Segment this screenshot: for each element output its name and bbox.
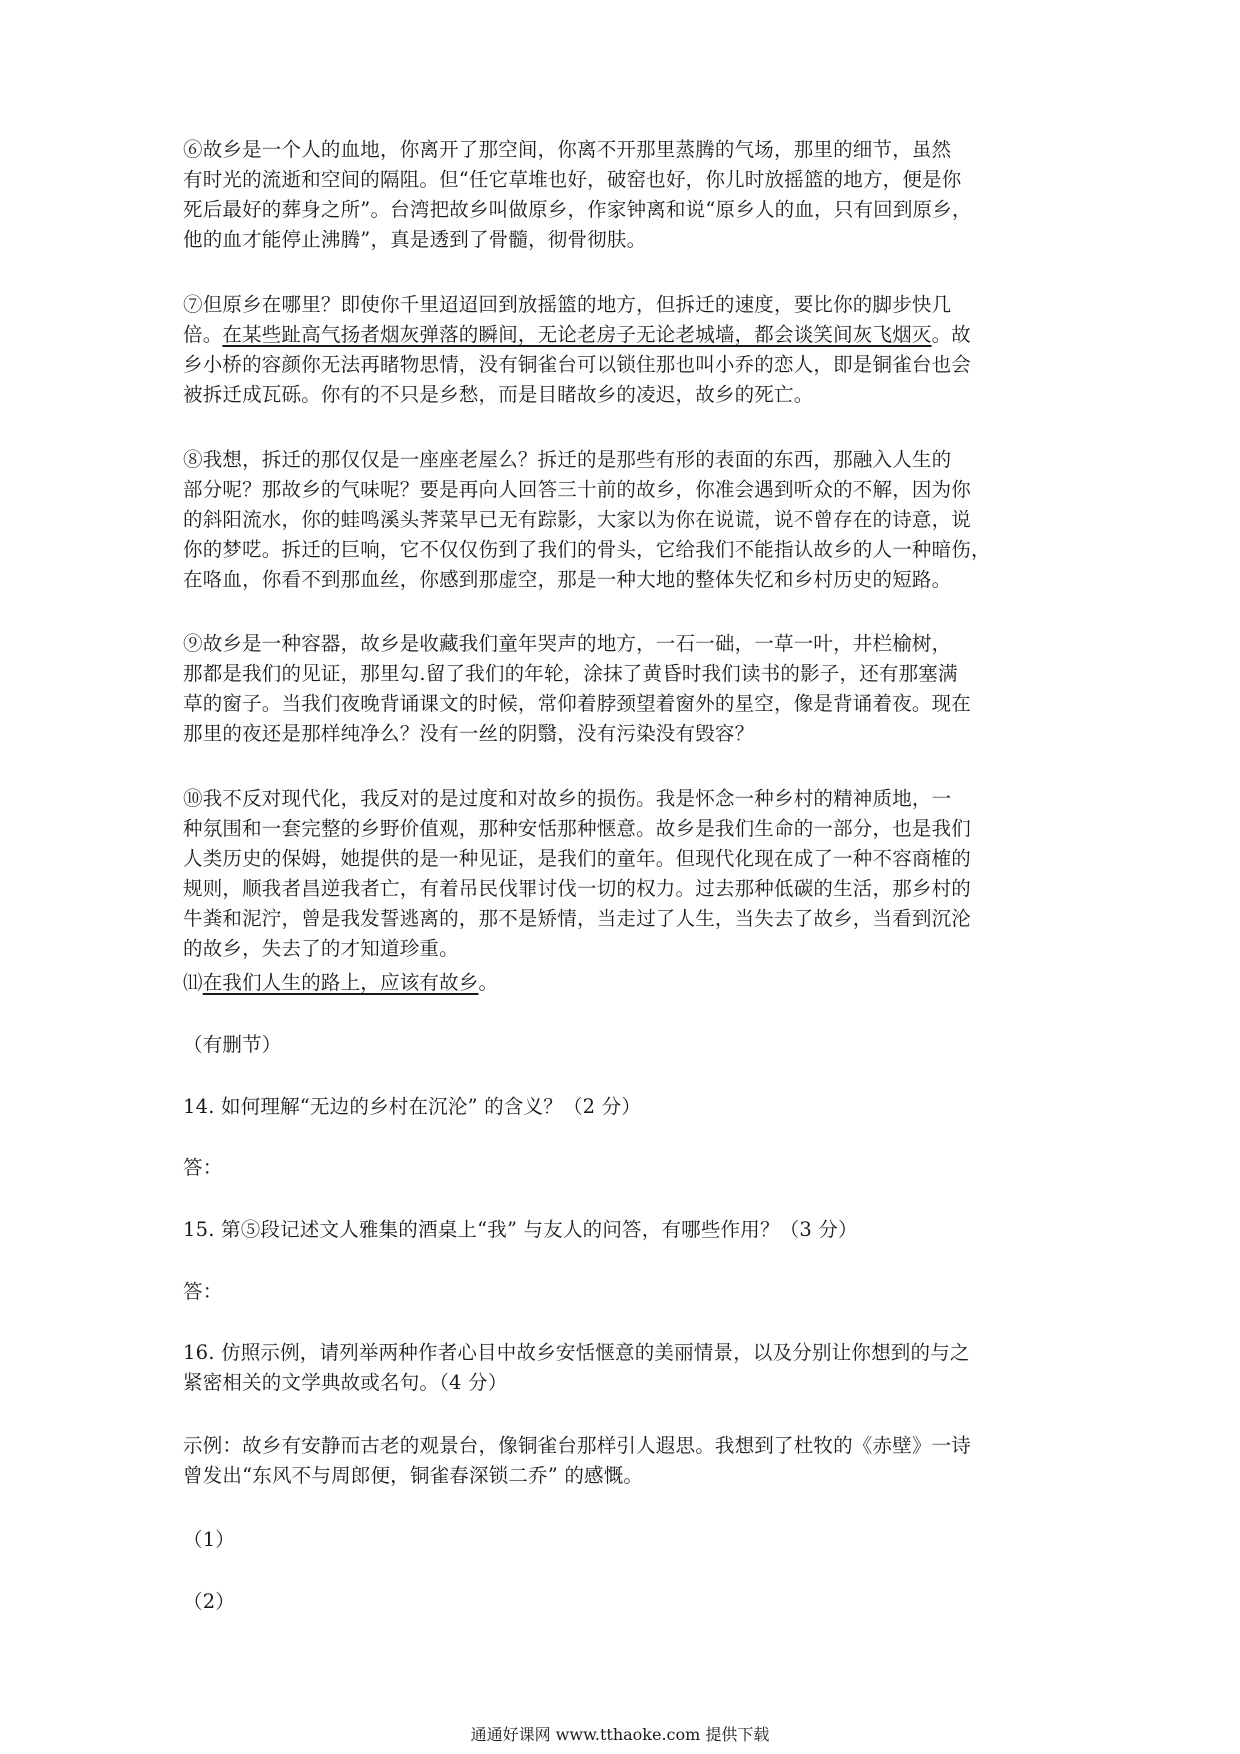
answer-area-14 [183,1153,1060,1183]
question-text: 15. 第⑤段记述文人雅集的酒桌上“我” 与友人的问答，有哪些作用？（3 分） [183,1218,858,1241]
paragraph-10 [183,784,1060,964]
paragraph-7 [183,290,1060,410]
text-line: 规则，顺我者昌逆我者亡，有着吊民伐罪讨伐一切的权力。过去那种低碳的生活，那乡村的 [183,877,972,900]
answer-area-15 [183,1277,1060,1307]
question-text: 14. 如何理解“无边的乡村在沉沦” 的含义？（2 分） [183,1095,642,1118]
question-16 [183,1338,1060,1398]
text-segment: 倍。 [183,323,223,346]
text-line: 在咯血，你看不到那血丝，你感到那虚空，那是一种大地的整体失忆和乡村历史的短路。 [183,568,952,591]
text-line: 有时光的流逝和空间的隔阻。但“任它草堆也好，破窑也好，你儿时放摇篮的地方，便是你 [183,168,962,191]
text-line: ⑦但原乡在哪里？即使你千里迢迢回到放摇篮的地方，但拆迁的速度，要比你的脚步快几 [183,293,952,316]
answer-label: 答： [183,1280,223,1303]
example-text: 曾发出“东风不与周郎便，铜雀春深锁二乔” 的感慨。 [183,1464,644,1487]
example-text: 示例：故乡有安静而古老的观景台，像铜雀台那样引人遐思。我想到了杜牧的《赤壁》一诗 [183,1434,972,1457]
blank-label: （1） [183,1528,236,1551]
text-line: ⑩我不反对现代化，我反对的是过度和对故乡的损伤。我是怀念一种乡村的精神质地，一 [183,787,952,810]
text-line: 草的窗子。当我们夜晚背诵课文的时候，常仰着脖颈望着窗外的星空，像是背诵着夜。现在 [183,692,972,715]
paragraph-number: ⑾ [183,971,203,994]
text-line [183,968,1060,998]
text-line: 死后最好的葬身之所”。台湾把故乡叫做原乡，作家钟离和说“原乡人的血，只有回到原乡， [183,198,972,221]
text-line: 人类历史的保姆，她提供的是一种见证，是我们的童年。但现代化现在成了一种不容商榷的 [183,847,972,870]
text-line: 乡小桥的容颜你无法再睹物思情，没有铜雀台可以锁住那也叫小乔的恋人，即是铜雀台也会 [183,353,972,376]
answer-blank-1 [183,1525,1060,1555]
text-line: 他的血才能停止沸腾”，真是透到了骨髓，彻骨彻肤。 [183,228,647,251]
text-line: 种氛围和一套完整的乡野价值观，那种安恬那种惬意。故乡是我们生命的一部分，也是我们 [183,817,972,840]
text-line: 那都是我们的见证，那里勾.留了我们的年轮，涂抹了黄昏时我们读书的影子，还有那塞满 [183,662,958,685]
question-text: 16. 仿照示例，请列举两种作者心目中故乡安恬惬意的美丽情景，以及分别让你想到的与之 [183,1341,970,1364]
underlined-sentence: 在我们人生的路上，应该有故乡 [202,971,479,994]
answer-label: 答： [183,1156,223,1179]
question-14 [183,1092,1060,1122]
example [183,1431,1060,1491]
text-line: 被拆迁成瓦砾。你有的不只是乡愁，而是目睹故乡的凌迟，故乡的死亡。 [183,383,814,406]
text-line [183,320,1060,350]
paragraph-9 [183,629,1060,749]
answer-blank-2 [183,1587,1060,1617]
paragraph-6 [183,135,1060,255]
page-footer: 通通好课网 www.tthaoke.com 提供下载 [470,1725,770,1744]
text-segment: 。故 [931,323,972,346]
text-line: 的故乡，失去了的才知道珍重。 [183,937,459,960]
text-line: 的斜阳流水，你的蛙鸣溪头荠菜早已无有踪影，大家以为你在说谎，说不曾存在的诗意，说 [183,508,972,531]
deletion-note [183,1030,1060,1060]
text-line: 你的梦呓。拆迁的巨响，它不仅仅伤到了我们的骨头，它给我们不能指认故乡的人一种暗伤， [183,538,991,561]
underlined-sentence: 在某些趾高气扬者烟灰弹落的瞬间，无论老房子无论老城墙，都会谈笑间灰飞烟灭 [222,323,932,346]
question-text: 紧密相关的文学典故或名句。（4 分） [183,1371,508,1394]
text-line: ⑨故乡是一种容器，故乡是收藏我们童年哭声的地方，一石一础，一草一叶，井栏榆树， [183,632,952,655]
text-line: 那里的夜还是那样纯净么？没有一丝的阴翳，没有污染没有毁容？ [183,722,755,745]
blank-label: （2） [183,1590,236,1613]
text-line: ⑥故乡是一个人的血地，你离开了那空间，你离不开那里蒸腾的气场，那里的细节，虽然 [183,138,952,161]
text-line: 牛粪和泥泞，曾是我发誓逃离的，那不是矫情，当走过了人生，当失去了故乡，当看到沉沦 [183,907,972,930]
note-text: （有删节） [183,1033,282,1056]
paragraph-8 [183,445,1060,595]
text-line: ⑧我想，拆迁的那仅仅是一座座老屋么？拆迁的是那些有形的表面的东西，那融入人生的 [183,448,952,471]
text-line: 部分呢？那故乡的气味呢？要是再向人回答三十前的故乡，你准会遇到听众的不解，因为你 [183,478,972,501]
question-15 [183,1215,1060,1245]
text-segment: 。 [478,971,499,994]
paragraph-11 [183,968,1060,998]
